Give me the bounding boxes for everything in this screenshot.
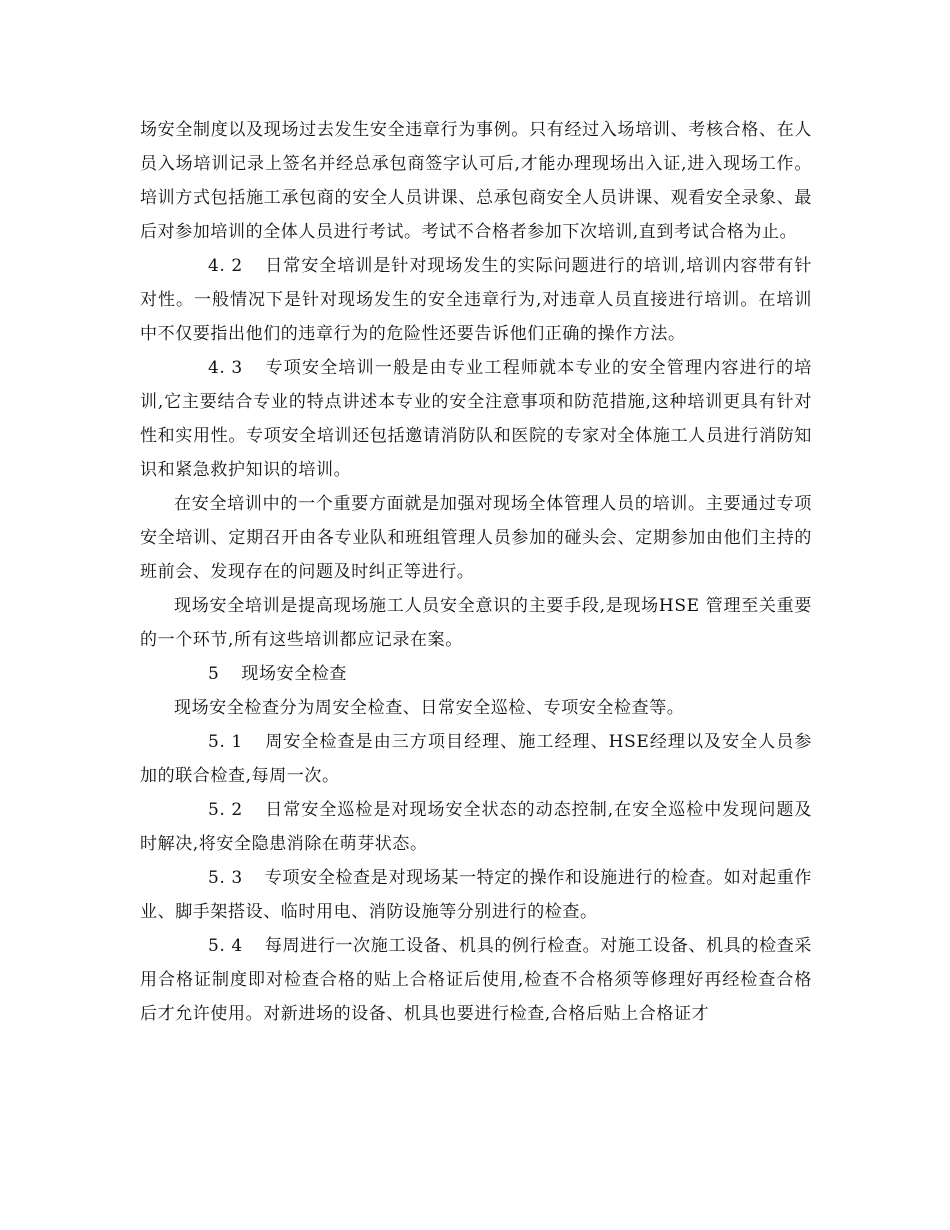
paragraph-4-2-daily-training [140, 249, 812, 351]
section-number: 5. 1 [208, 732, 243, 752]
section-title: 现场安全检查 [241, 664, 348, 684]
paragraph-4-3-special-training [140, 351, 812, 487]
paragraph-management-training [140, 487, 812, 589]
paragraph-training-summary [140, 589, 812, 657]
paragraph-text: 专项安全培训一般是由专业工程师就本专业的安全管理内容进行的培训,它主要结合专业的特点讲述本专业的安全注意事项和防范措施,这种培训更具有针对性和实用性。专项安全培训还包括邀请消防队和医院的专家对全体施工人员进行消防知识和紧急救护知识的培训。 [140, 358, 812, 480]
section-number: 5. 4 [208, 936, 243, 956]
paragraph-text: 场安全制度以及现场过去发生安全违章行为事例。只有经过入场培训、考核合格、在人员入场培训记录上签名并经总承包商签字认可后,才能办理现场出入证,进入现场工作。培训方式包括施工承包商的安全人员讲课、总承包商安全人员讲课、观看安全录象、最后对参加培训的全体人员进行考试。考试不合格者参加下次培训,直到考试合格为止。 [140, 120, 812, 242]
paragraph-text: 日常安全巡检是对现场安全状态的动态控制,在安全巡检中发现问题及时解决,将安全隐患消除在萌芽状态。 [140, 800, 812, 854]
paragraph-5-2-daily-patrol [140, 793, 812, 861]
paragraph-5-3-special-inspection [140, 861, 812, 929]
paragraph-text: 每周进行一次施工设备、机具的例行检查。对施工设备、机具的检查采用合格证制度即对检查合格的贴上合格证后使用,检查不合格须等修理好再经检查合格后才允许使用。对新进场的设备、机具也要进行检查,合格后贴上合格证才 [140, 936, 812, 1024]
paragraph-text: 在安全培训中的一个重要方面就是加强对现场全体管理人员的培训。主要通过专项安全培训、定期召开由各专业队和班组管理人员参加的碰头会、定期参加由他们主持的班前会、发现存在的问题及时纠正等进行。 [140, 494, 812, 582]
section-number: 5. 2 [208, 800, 243, 820]
paragraph-inspection-types [140, 691, 812, 725]
section-number: 4. 3 [208, 358, 243, 378]
paragraph-text: 现场安全检查分为周安全检查、日常安全巡检、专项安全检查等。 [174, 698, 685, 718]
paragraph-text: 日常安全培训是针对现场发生的实际问题进行的培训,培训内容带有针对性。一般情况下是针对现场发生的安全违章行为,对违章人员直接进行培训。在培训中不仅要指出他们的违章行为的危险性还要告诉他们正确的操作方法。 [140, 256, 812, 344]
paragraph-training-continuation [140, 113, 812, 249]
section-number: 4. 2 [208, 256, 243, 276]
document-body [140, 113, 812, 1031]
paragraph-text: 专项安全检查是对现场某一特定的操作和设施进行的检查。如对起重作业、脚手架搭设、临时用电、消防设施等分别进行的检查。 [140, 868, 812, 922]
paragraph-text: 周安全检查是由三方项目经理、施工经理、HSE经理以及安全人员参加的联合检查,每周一次。 [140, 732, 812, 786]
paragraph-text: 现场安全培训是提高现场施工人员安全意识的主要手段,是现场HSE 管理至关重要的一个环节,所有这些培训都应记录在案。 [140, 596, 812, 650]
section-number: 5 [208, 664, 220, 684]
section-number: 5. 3 [208, 868, 243, 888]
paragraph-5-1-weekly-inspection [140, 725, 812, 793]
paragraph-5-4-equipment-inspection [140, 929, 812, 1031]
section-heading-5 [140, 657, 812, 691]
